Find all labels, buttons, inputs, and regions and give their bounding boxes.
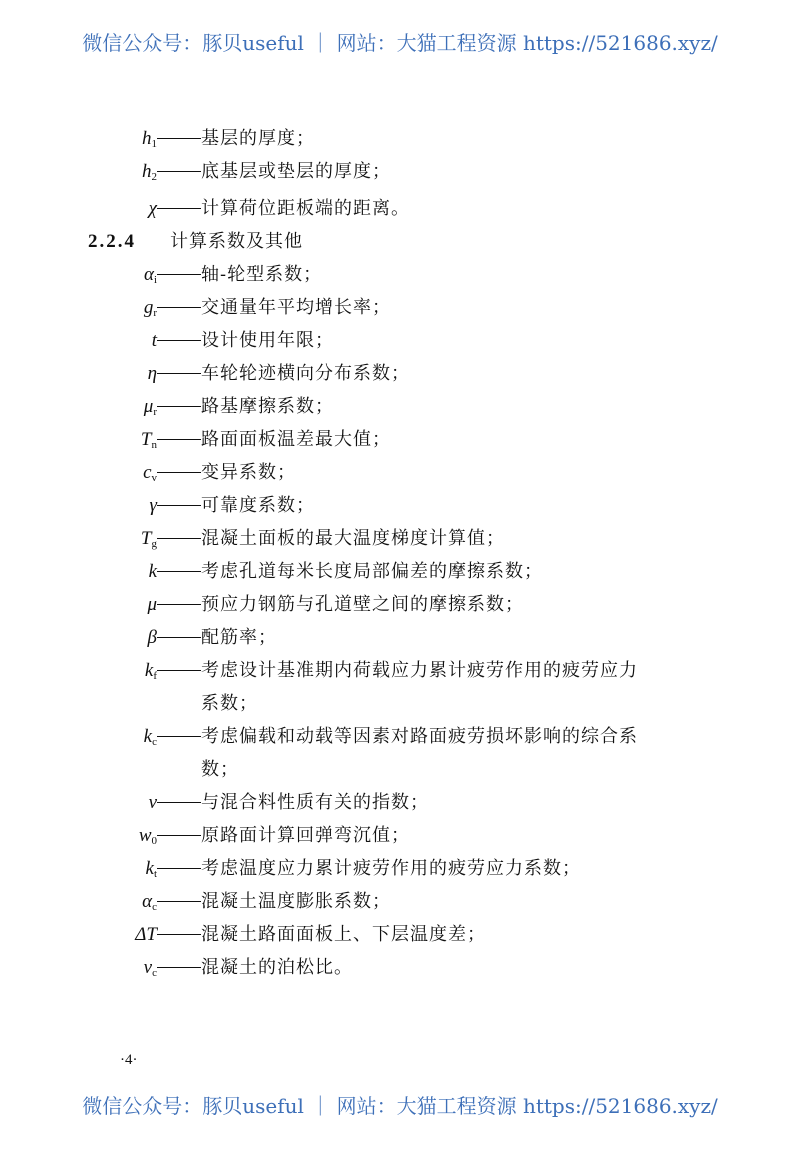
em-dash (157, 138, 201, 139)
definition-text: 考虑偏载和动载等因素对路面疲劳损坏影响的综合系 (201, 726, 638, 747)
section-number: 2.2.4 (88, 231, 136, 252)
symbol-definition (0, 654, 800, 687)
symbol-letter: c (143, 462, 152, 483)
symbol-letter: α (142, 891, 153, 912)
symbol-subscript: r (153, 307, 157, 319)
em-dash (157, 637, 201, 638)
symbol-subscript: t (153, 868, 157, 880)
symbol-definition (0, 390, 800, 423)
symbol-definition (0, 819, 800, 852)
em-dash (157, 472, 201, 473)
definition-text: 车轮轮迹横向分布系数； (201, 363, 410, 384)
symbol-letter: χ (148, 198, 157, 219)
symbol-letter: T (140, 429, 152, 450)
definition-text: 混凝土的泊松比。 (201, 957, 353, 978)
symbol-definition (0, 720, 800, 753)
symbol-definition (0, 423, 800, 456)
symbol-definition (0, 522, 800, 555)
definition-text: 配筋率； (201, 627, 277, 648)
symbol-definition (0, 918, 800, 951)
symbol-subscript: 1 (151, 138, 157, 150)
symbol-list-section-items (0, 258, 800, 984)
symbol-definition (0, 324, 800, 357)
symbol-subscript: c (152, 967, 157, 979)
symbol-definition (0, 588, 800, 621)
symbol-list-before-section (0, 122, 800, 225)
symbol-definition (0, 258, 800, 291)
em-dash (157, 571, 201, 572)
definition-text: 与混合料性质有关的指数； (201, 792, 429, 813)
em-dash (157, 406, 201, 407)
em-dash (157, 901, 201, 902)
em-dash (157, 802, 201, 803)
section-title: 计算系数及其他 (170, 231, 303, 252)
em-dash (157, 868, 201, 869)
symbol-subscript: i (153, 274, 157, 286)
symbol-letter: ν (143, 957, 153, 978)
em-dash (157, 538, 201, 539)
definition-text: 交通量年平均增长率； (201, 297, 391, 318)
definition-text: 计算荷位距板端的距离。 (201, 198, 410, 219)
symbol-definition (0, 852, 800, 885)
definition-text: 考虑温度应力累计疲劳作用的疲劳应力系数； (201, 858, 581, 879)
em-dash (157, 604, 201, 605)
definition-text: 混凝土路面面板上、下层温度差； (201, 924, 486, 945)
definition-text: 变异系数； (201, 462, 296, 483)
symbol-definition (0, 192, 800, 225)
symbol-letter: h (142, 161, 152, 182)
definition-text-continued: 数； (201, 759, 239, 780)
definition-text: 可靠度系数； (201, 495, 315, 516)
symbol-subscript: 2 (151, 171, 157, 183)
symbol-letter: w (138, 825, 152, 846)
symbol (142, 155, 157, 194)
symbol-definition (0, 885, 800, 918)
symbol-subscript: c (152, 901, 157, 913)
symbol-subscript: 0 (151, 835, 157, 847)
em-dash (157, 208, 201, 209)
symbol-definition (0, 122, 800, 155)
symbol-subscript: n (151, 439, 157, 451)
definition-text-continued: 系数； (201, 693, 258, 714)
symbol-letter: ΔT (135, 924, 157, 945)
symbol-letter: γ (149, 495, 157, 516)
em-dash (157, 505, 201, 506)
symbol-subscript: c (152, 736, 157, 748)
definition-text: 设计使用年限； (201, 330, 334, 351)
symbol (144, 951, 157, 990)
definition-text: 混凝土温度膨胀系数； (201, 891, 391, 912)
em-dash (157, 171, 201, 172)
symbol-definition (0, 621, 800, 654)
symbol-definition (0, 357, 800, 390)
symbol-subscript: f (153, 670, 157, 682)
em-dash (157, 274, 201, 275)
symbol-letter: μ (147, 594, 157, 615)
definition-continuation (0, 687, 800, 720)
definition-text: 轴-轮型系数； (201, 264, 323, 285)
symbol-letter: t (151, 330, 157, 351)
page-number: ·4· (120, 1052, 138, 1068)
definition-text: 混凝土面板的最大温度梯度计算值； (201, 528, 505, 549)
symbol-letter: h (142, 128, 152, 149)
definition-text: 考虑孔道每米长度局部偏差的摩擦系数； (201, 561, 543, 582)
symbol-list (0, 122, 800, 984)
symbol-letter: k (144, 660, 154, 681)
watermark-bottom: 微信公众号：豚贝useful ｜ 网站：大猫工程资源 https://521686.xyz/ (82, 1094, 718, 1118)
definition-text: 基层的厚度； (201, 128, 315, 149)
symbol-letter: g (143, 297, 154, 318)
symbol-definition (0, 489, 800, 522)
definition-text: 底基层或垫层的厚度； (201, 161, 391, 182)
symbol-definition (0, 291, 800, 324)
symbol-letter: μ (143, 396, 154, 417)
symbol-letter: T (140, 528, 152, 549)
symbol-subscript: v (151, 472, 157, 484)
em-dash (157, 340, 201, 341)
em-dash (157, 307, 201, 308)
symbol-definition (0, 456, 800, 489)
definition-text: 原路面计算回弹弯沉值； (201, 825, 410, 846)
symbol-definition (0, 555, 800, 588)
em-dash (157, 736, 201, 737)
symbol-letter: β (147, 627, 157, 648)
definition-text: 路面面板温差最大值； (201, 429, 391, 450)
definition-text: 路基摩擦系数； (201, 396, 334, 417)
symbol-subscript: g (151, 538, 157, 550)
symbol-letter: k (143, 726, 153, 747)
definition-text: 考虑设计基准期内荷载应力累计疲劳作用的疲劳应力 (201, 660, 638, 681)
symbol-letter: k (145, 858, 154, 879)
symbol-definition (0, 786, 800, 819)
symbol-letter: α (143, 264, 154, 285)
em-dash (157, 835, 201, 836)
em-dash (157, 967, 201, 968)
em-dash (157, 670, 201, 671)
symbol-letter: η (147, 363, 157, 384)
symbol-definition (0, 155, 800, 188)
symbol-subscript: r (153, 406, 157, 418)
symbol-letter: k (148, 561, 157, 582)
section-heading (0, 225, 800, 258)
symbol-definition (0, 951, 800, 984)
em-dash (157, 934, 201, 935)
definition-text: 预应力钢筋与孔道壁之间的摩擦系数； (201, 594, 524, 615)
symbol-letter: ν (148, 792, 157, 813)
em-dash (157, 373, 201, 374)
em-dash (157, 439, 201, 440)
watermark-top: 微信公众号：豚贝useful ｜ 网站：大猫工程资源 https://521686.xyz/ (82, 31, 718, 55)
definition-continuation (0, 753, 800, 786)
